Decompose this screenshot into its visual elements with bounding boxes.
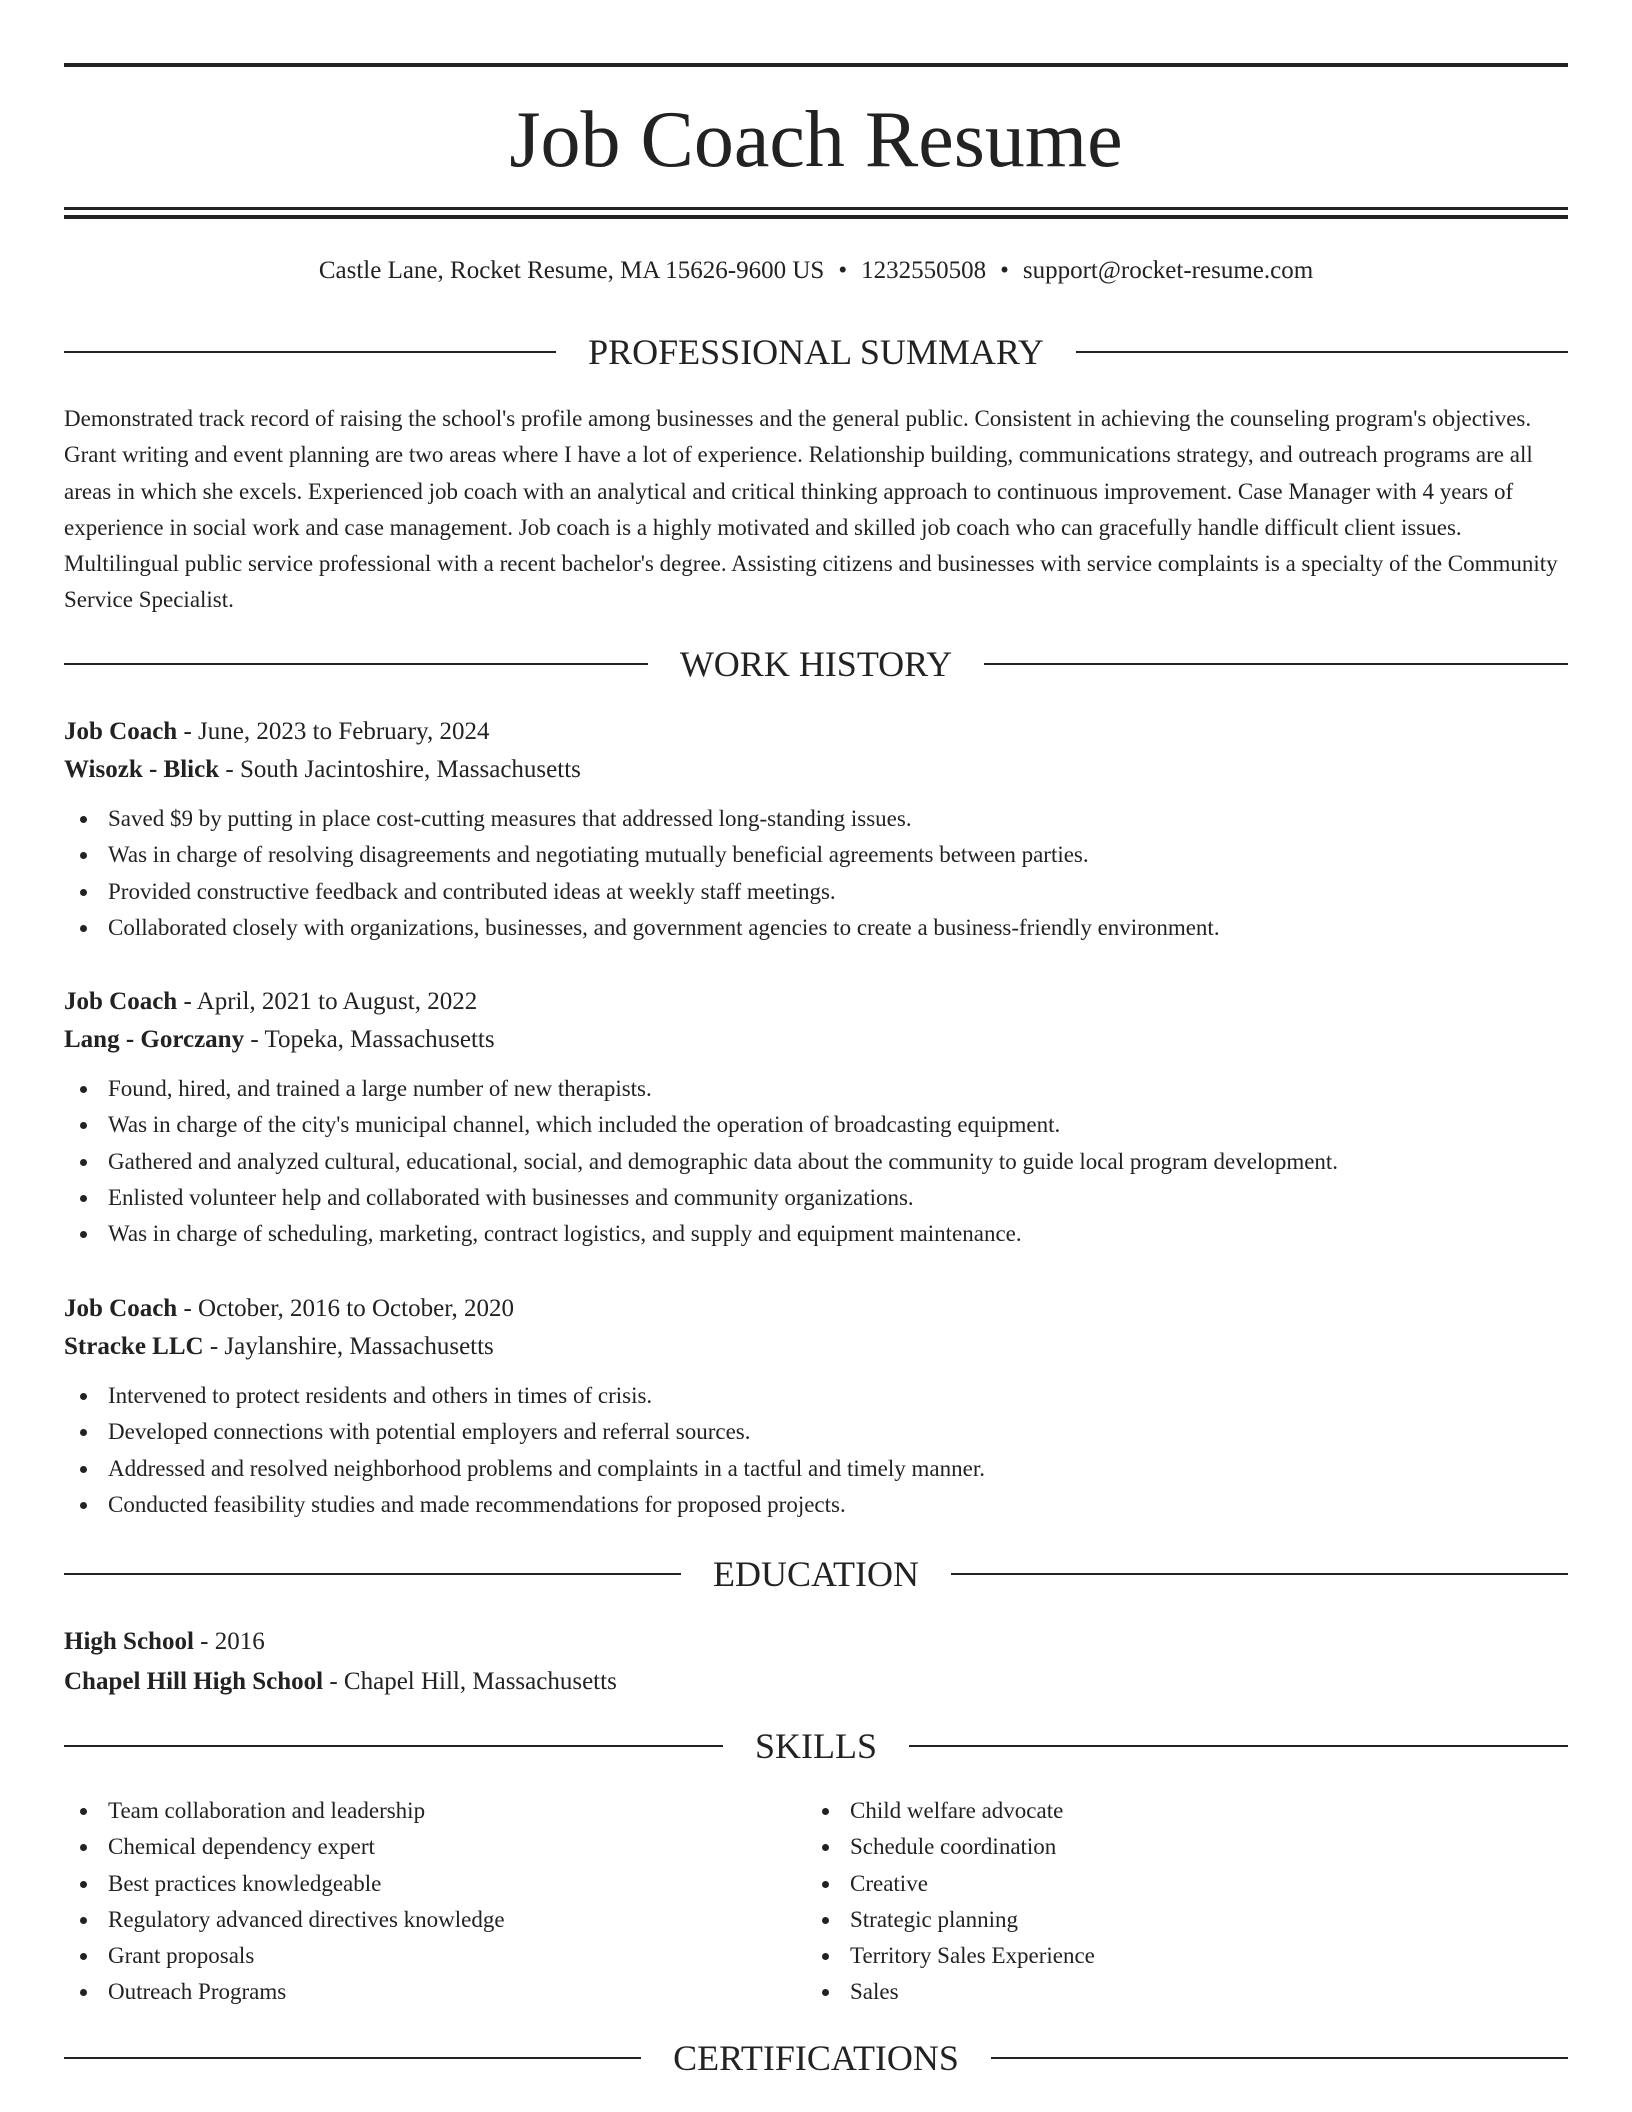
education-location: - Chapel Hill, Massachusetts [329, 1668, 617, 1695]
job-entry [64, 1290, 1568, 1523]
skill-item: Territory Sales Experience [806, 1938, 1568, 1974]
summary-text: Demonstrated track record of raising the school's profile among businesses and the general public. Consistent in achieving the counseling program's objectives. Grant writing and event planning are two areas where I have a lot of experience. Relationship building, communications strategy, and outreach programs are all areas in which she excels. Experienced job coach with an analytical and critical thinking approach to continuous improvement. Case Manager with 4 years of experience in social work and case management. Job coach is a highly motivated and skilled job coach who can gracefully handle difficult client issues. Multilingual public service professional with a recent bachelor's degree. Assisting citizens and businesses with service complaints is a specialty of the Community Service Specialist. [64, 406, 1558, 613]
skill-item: Creative [806, 1866, 1568, 1902]
section-heading-education [64, 1552, 1568, 1596]
heading-rule [984, 663, 1568, 665]
resume-title: Job Coach Resume [509, 96, 1123, 184]
skills-column-left [64, 1793, 806, 2011]
section-heading-work-history [64, 642, 1568, 686]
contact-phone: 1232550508 [861, 257, 987, 284]
contact-line [64, 253, 1568, 289]
skill-item: Strategic planning [806, 1902, 1568, 1938]
heading-rule [991, 2057, 1568, 2059]
job-entry [64, 983, 1568, 1252]
contact-separator: • [838, 257, 848, 284]
job-bullets [64, 1378, 1568, 1523]
section-title: WORK HISTORY [679, 644, 953, 684]
heading-rule [1076, 351, 1568, 353]
skills-bullets [64, 1793, 806, 2011]
skills-column-right [806, 1793, 1568, 2011]
education-degree: High School [64, 1628, 194, 1655]
job-bullet: Was in charge of the city's municipal channel, which included the operation of broadcasting equipment. [64, 1107, 1568, 1143]
job-company-line [64, 751, 1568, 789]
heading-rule [64, 351, 556, 353]
heading-rule [909, 1745, 1568, 1747]
contact-address: Castle Lane, Rocket Resume, MA 15626-9600 US [318, 257, 825, 284]
job-company: Stracke LLC [64, 1333, 204, 1360]
section-title: CERTIFICATIONS [673, 2038, 959, 2078]
skill-item: Regulatory advanced directives knowledge [64, 1902, 806, 1938]
education-entry [64, 1622, 1568, 1702]
job-title-line [64, 1290, 1568, 1328]
skill-item: Best practices knowledgeable [64, 1866, 806, 1902]
job-company-line [64, 1021, 1568, 1059]
job-dates: - October, 2016 to October, 2020 [183, 1295, 515, 1322]
header-top-rule [64, 63, 1568, 67]
heading-rule [64, 1573, 681, 1575]
section-heading-certifications [64, 2036, 1568, 2080]
skill-item: Team collaboration and leadership [64, 1793, 806, 1829]
job-bullet: Collaborated closely with organizations, businesses, and government agencies to create a business-friendly environment. [64, 910, 1568, 946]
education-school-line [64, 1662, 1568, 1702]
job-bullet: Intervened to protect residents and others in times of crisis. [64, 1378, 1568, 1414]
heading-rule [64, 2057, 641, 2059]
job-location: - South Jacintoshire, Massachusetts [225, 756, 581, 783]
job-dates: - June, 2023 to February, 2024 [183, 718, 490, 745]
section-title: PROFESSIONAL SUMMARY [588, 332, 1044, 372]
job-bullet: Conducted feasibility studies and made recommendations for proposed projects. [64, 1487, 1568, 1523]
skill-item: Sales [806, 1974, 1568, 2010]
skill-item: Outreach Programs [64, 1974, 806, 2010]
job-dates: - April, 2021 to August, 2022 [183, 988, 478, 1015]
skills-bullets [806, 1793, 1568, 2011]
job-bullet: Enlisted volunteer help and collaborated with businesses and community organizations. [64, 1180, 1568, 1216]
skills-list [64, 1793, 1568, 2011]
job-title: Job Coach [64, 1295, 178, 1322]
job-company-line [64, 1328, 1568, 1366]
job-location: - Jaylanshire, Massachusetts [209, 1333, 494, 1360]
job-title: Job Coach [64, 988, 178, 1015]
section-title: EDUCATION [713, 1554, 919, 1594]
job-company: Lang - Gorczany [64, 1026, 245, 1053]
contact-email: support@rocket-resume.com [1022, 257, 1314, 284]
section-heading-skills [64, 1724, 1568, 1768]
job-title: Job Coach [64, 718, 178, 745]
job-company: Wisozk - Blick [64, 756, 220, 783]
section-title: SKILLS [755, 1726, 878, 1766]
job-bullet: Found, hired, and trained a large number of new therapists. [64, 1071, 1568, 1107]
job-bullet: Provided constructive feedback and contributed ideas at weekly staff meetings. [64, 874, 1568, 910]
job-bullet: Developed connections with potential employers and referral sources. [64, 1414, 1568, 1450]
contact-separator: • [1000, 257, 1009, 284]
job-location: - Topeka, Massachusetts [250, 1026, 495, 1053]
education-year: - 2016 [200, 1628, 265, 1655]
education-degree-line [64, 1622, 1568, 1662]
job-bullet: Saved $9 by putting in place cost-cutting measures that addressed long-standing issues. [64, 801, 1568, 837]
skill-item: Grant proposals [64, 1938, 806, 1974]
heading-rule [951, 1573, 1568, 1575]
job-title-line [64, 983, 1568, 1021]
job-entry [64, 713, 1568, 946]
heading-rule [64, 663, 648, 665]
job-bullet: Addressed and resolved neighborhood problems and complaints in a tactful and timely manner. [64, 1451, 1568, 1487]
job-bullets [64, 801, 1568, 946]
job-bullet: Gathered and analyzed cultural, educational, social, and demographic data about the community to guide local program development. [64, 1144, 1568, 1180]
section-heading-summary [64, 330, 1568, 374]
heading-rule [64, 1745, 723, 1747]
skill-item: Child welfare advocate [806, 1793, 1568, 1829]
job-bullet: Was in charge of resolving disagreements and negotiating mutually beneficial agreements between parties. [64, 837, 1568, 873]
skill-item: Chemical dependency expert [64, 1829, 806, 1865]
education-school: Chapel Hill High School [64, 1668, 324, 1695]
header-double-rule [64, 207, 1568, 219]
job-bullets [64, 1071, 1568, 1252]
skill-item: Schedule coordination [806, 1829, 1568, 1865]
job-bullet: Was in charge of scheduling, marketing, contract logistics, and supply and equipment maintenance. [64, 1216, 1568, 1252]
job-title-line [64, 713, 1568, 751]
